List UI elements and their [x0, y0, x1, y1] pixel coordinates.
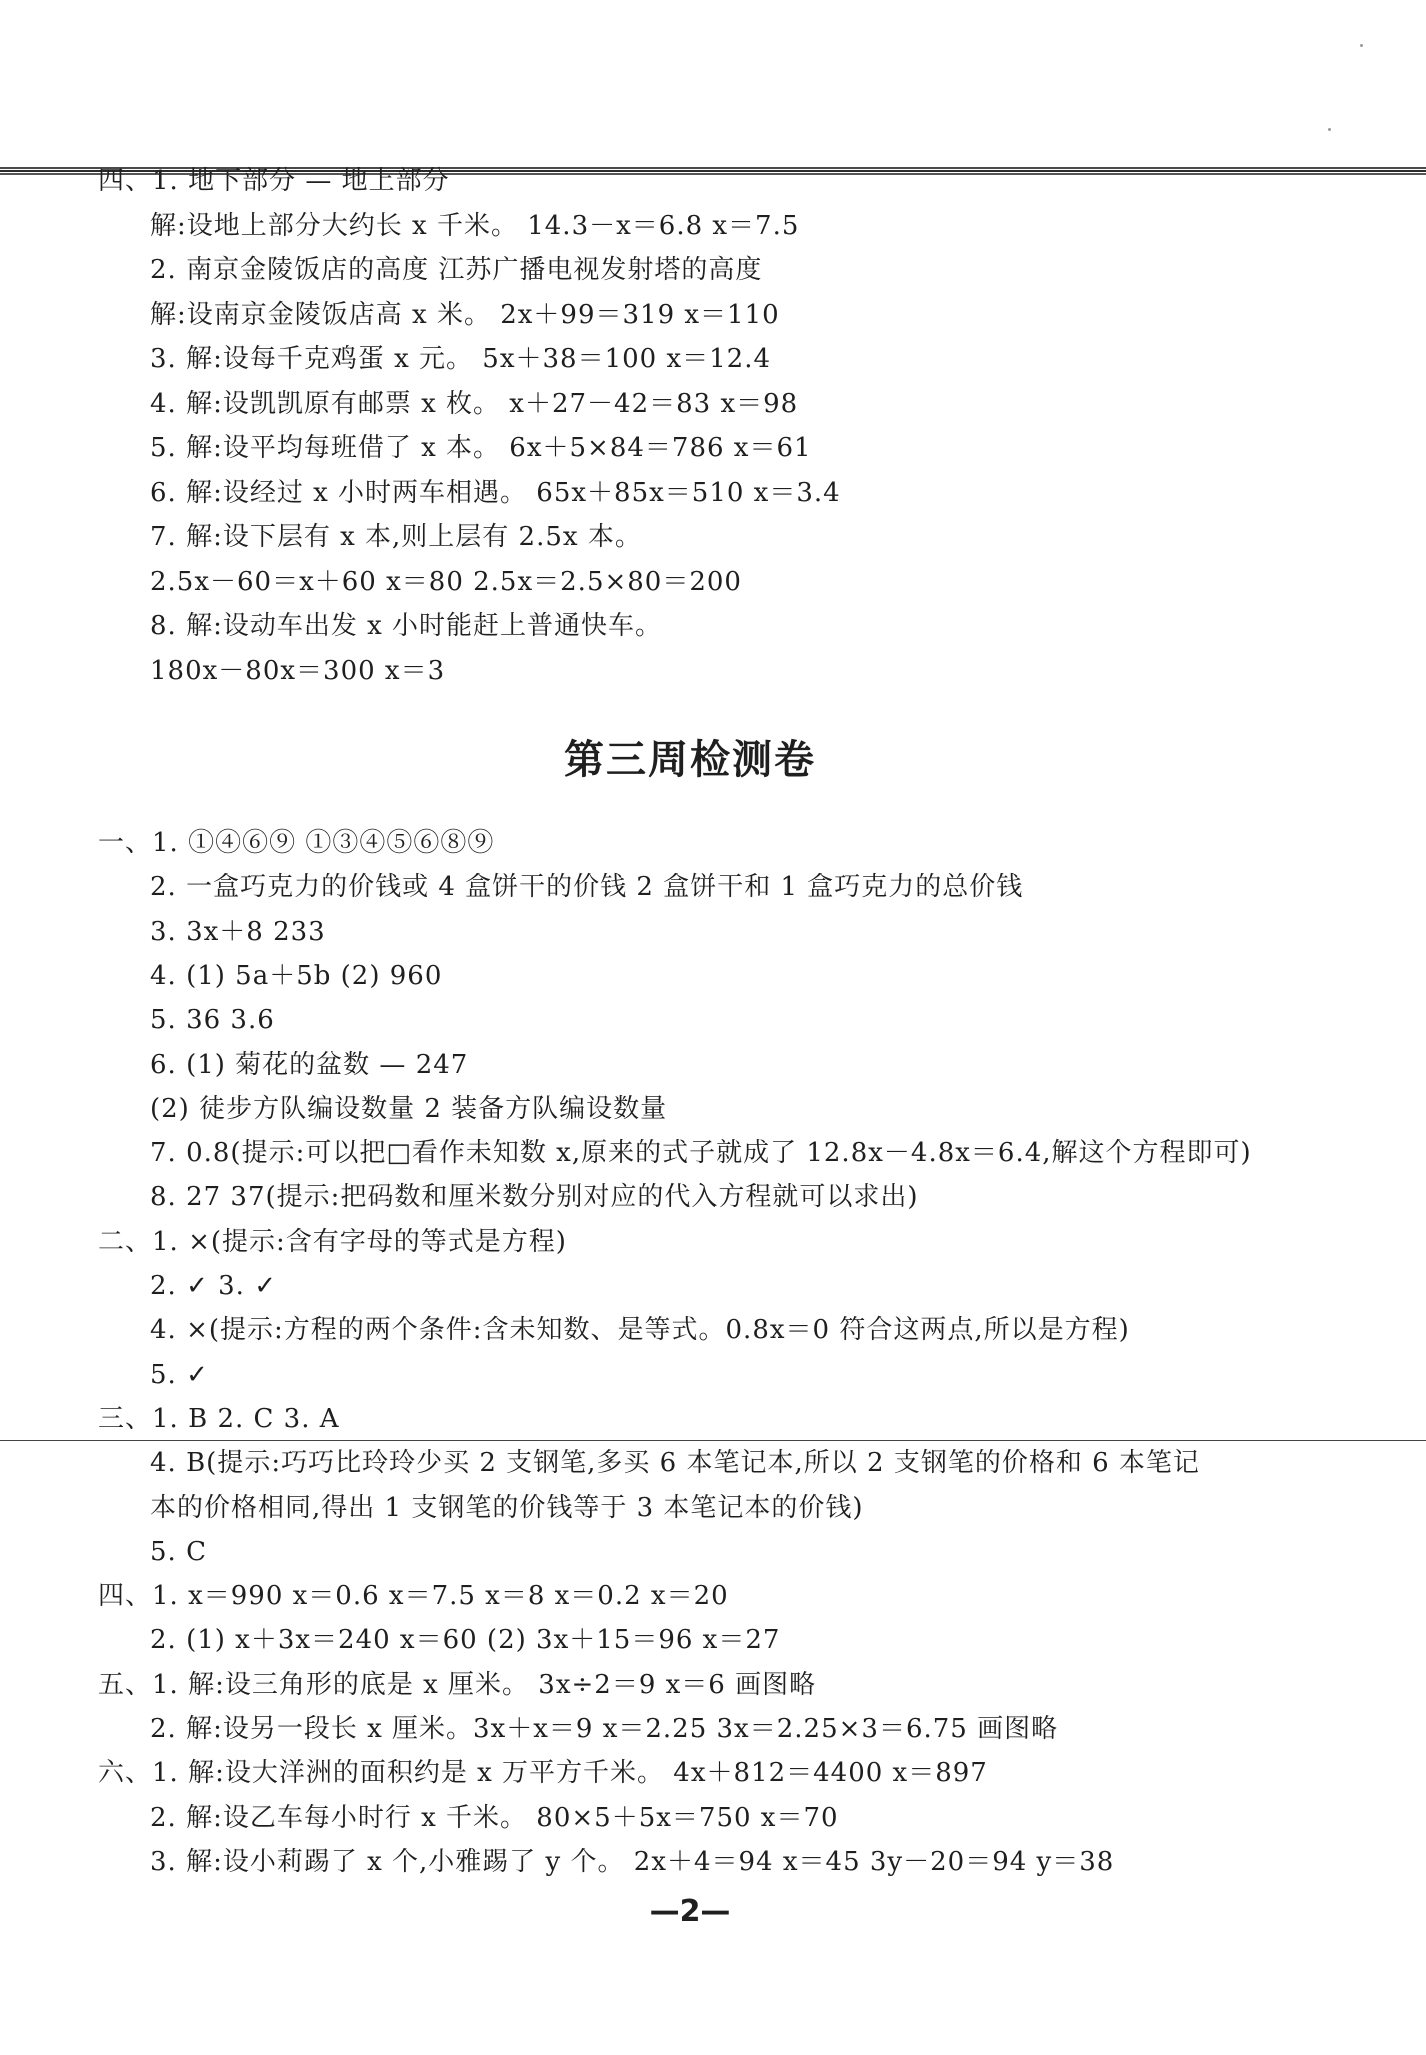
answer-line: 4. (1) 5a＋5b (2) 960	[150, 960, 443, 991]
answer-line: 解:设南京金陵饭店高 x 米。 2x＋99＝319 x＝110	[150, 299, 780, 330]
answer-line: 三、1. B 2. C 3. A	[98, 1403, 340, 1434]
answer-line: 二、1. ×(提示:含有字母的等式是方程)	[98, 1226, 567, 1257]
scan-speck	[1360, 44, 1363, 47]
answer-line: 8. 解:设动车出发 x 小时能赶上普通快车。	[150, 611, 663, 641]
answer-line: 一、1. ①④⑥⑨ ①③④⑤⑥⑧⑨	[98, 828, 495, 858]
answer-line: 五、1. 解:设三角形的底是 x 厘米。 3x÷2＝9 x＝6 画图略	[98, 1669, 817, 1700]
scan-fold-line	[0, 1440, 1426, 1441]
answer-line: 2. 解:设乙车每小时行 x 千米。 80×5＋5x＝750 x＝70	[150, 1802, 839, 1833]
answer-line: 3. 解:设小莉踢了 x 个,小雅踢了 y 个。 2x＋4＝94 x＝45 3y－20＝94 y＝38	[150, 1846, 1115, 1877]
answer-line: 4. ×(提示:方程的两个条件:含未知数、是等式。0.8x＝0 符合这两点,所以是方程)	[150, 1315, 1130, 1346]
answer-line: 2.5x－60＝x＋60 x＝80 2.5x＝2.5×80＝200	[150, 566, 742, 597]
answer-line: 6. 解:设经过 x 小时两车相遇。 65x＋85x＝510 x＝3.4	[150, 477, 841, 508]
page-number: —2—	[649, 1894, 731, 1929]
answer-line: 8. 27 37(提示:把码数和厘米数分别对应的代入方程就可以求出)	[150, 1182, 919, 1213]
answer-line: 2. (1) x＋3x＝240 x＝60 (2) 3x＋15＝96 x＝27	[150, 1625, 781, 1656]
answer-line: 5. 解:设平均每班借了 x 本。 6x＋5×84＝786 x＝61	[150, 433, 812, 463]
answer-line: 2. 南京金陵饭店的高度 江苏广播电视发射塔的高度	[150, 255, 763, 285]
answer-line: 解:设地上部分大约长 x 千米。 14.3－x＝6.8 x＝7.5	[150, 210, 800, 241]
answer-line: 3. 3x＋8 233	[150, 916, 326, 947]
answer-line: 2. ✓ 3. ✓	[150, 1271, 277, 1301]
answer-line: 4. 解:设凯凯原有邮票 x 枚。 x＋27－42＝83 x＝98	[150, 388, 799, 419]
answer-line: 本的价格相同,得出 1 支钢笔的价钱等于 3 本笔记本的价钱)	[150, 1492, 864, 1523]
answer-line: 2. 一盒巧克力的价钱或 4 盒饼干的价钱 2 盒饼干和 1 盒巧克力的总价钱	[150, 872, 1024, 903]
answer-line: 六、1. 解:设大洋洲的面积约是 x 万平方千米。 4x＋812＝4400 x＝897	[98, 1758, 988, 1789]
answer-line: 180x－80x＝300 x＝3	[150, 655, 446, 686]
answer-line: 2. 解:设另一段长 x 厘米。3x＋x＝9 x＝2.25 3x＝2.25×3＝6.75 画图略	[150, 1714, 1059, 1744]
answer-line: 6. (1) 菊花的盆数 — 247	[150, 1049, 469, 1080]
answer-line: 四、1. x＝990 x＝0.6 x＝7.5 x＝8 x＝0.2 x＝20	[98, 1581, 729, 1612]
scan-speck	[1328, 128, 1331, 131]
answer-line: (2) 徒步方队编设数量 2 装备方队编设数量	[150, 1093, 668, 1124]
answer-line: 7. 0.8(提示:可以把□看作未知数 x,原来的式子就成了 12.8x－4.8x＝6.4,解这个方程即可)	[150, 1138, 1252, 1169]
answer-line: 4. B(提示:巧巧比玲玲少买 2 支钢笔,多买 6 本笔记本,所以 2 支钢笔的价格和 6 本笔记	[150, 1448, 1200, 1479]
page-title: 第三周检测卷	[564, 737, 816, 783]
answer-line: 7. 解:设下层有 x 本,则上层有 2.5x 本。	[150, 522, 642, 552]
answer-line: 5. 36 3.6	[150, 1005, 275, 1036]
answer-line: 四、1. 地下部分 — 地上部分	[98, 166, 450, 196]
answer-line: 5. ✓	[150, 1359, 209, 1390]
answer-line: 5. C	[150, 1536, 207, 1567]
answer-line: 3. 解:设每千克鸡蛋 x 元。 5x＋38＝100 x＝12.4	[150, 344, 772, 374]
